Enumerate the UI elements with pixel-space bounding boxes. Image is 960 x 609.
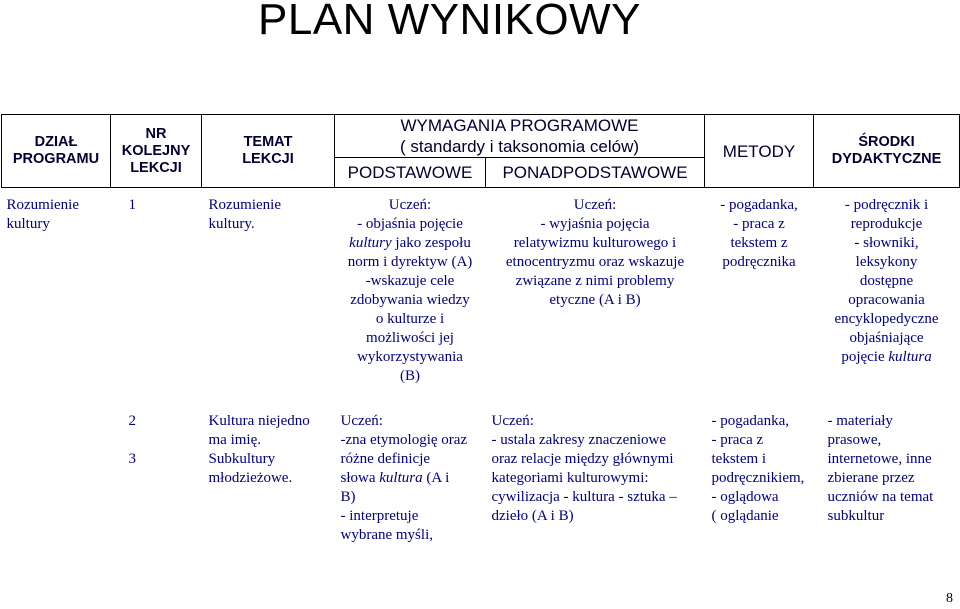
cell-srodki: - materiały prasowe, internetowe, inne zbierane przez uczniów na temat subkultur <box>827 413 934 524</box>
cell-srodki: - podręcznik i reprodukcje - słowniki, leksykony dostępne opracowania encyklopedyczne objaśniające pojęcie kultura <box>834 197 939 365</box>
cell-ponadpodstawowe: Uczeń: - wyjaśnia pojęcia relatywizmu kulturowego i etnocentryzmu oraz wskazuje związane z nimi problemy etyczne (A i B) <box>505 197 685 308</box>
cell-nr: 1 <box>128 197 136 213</box>
cell-dzial: Rozumienie kultury <box>6 197 79 232</box>
header-dzial: DZIAŁ PROGRAMU <box>2 115 111 188</box>
header-temat: TEMAT LEKCJI <box>202 115 335 188</box>
cell-temat: Kultura niejedno ma imię. Subkultury młodzieżowe. <box>208 413 310 486</box>
plan-table <box>1 114 960 562</box>
cell-temat: Rozumienie kultury. <box>208 197 281 232</box>
table-row <box>2 393 960 562</box>
header-wymagania: WYMAGANIA PROGRAMOWE ( standardy i taksonomia celów) <box>335 115 705 158</box>
header-podstawowe: PODSTAWOWE <box>335 158 486 188</box>
table-row <box>2 188 960 394</box>
header-nr: NR KOLEJNY LEKCJI <box>111 115 202 188</box>
cell-metody: - pogadanka, - praca z tekstem i podręcznikiem, - oglądowa ( oglądanie <box>711 413 805 524</box>
header-srodki: ŚRODKI DYDAKTYCZNE <box>814 115 960 188</box>
page-number: 8 <box>946 591 953 606</box>
cell-dzial <box>2 393 111 562</box>
page-title: PLAN WYNIKOWY <box>258 0 641 44</box>
cell-ponadpodstawowe: Uczeń: - ustala zakresy znaczeniowe oraz relacje między głównymi kategoriami kulturowymi: cywilizacja - kultura - sztuka – dzieło (A i B) <box>491 413 677 524</box>
cell-metody: - pogadanka, - praca z tekstem z podręcznika <box>720 197 798 270</box>
cell-podstawowe: Uczeń: - objaśnia pojęcie kultury jako zespołu norm i dyrektyw (A) -wskazuje cele zdobywania wiedzy o kulturze i możliwości jej wykorzystywania (B) <box>347 197 473 384</box>
cell-podstawowe: Uczeń: -zna etymologię oraz różne definicje słowa kultura (A i B) - interpretuje wybrane myśli, <box>340 413 468 543</box>
header-metody: METODY <box>705 115 814 188</box>
header-ponadpodstawowe: PONADPODSTAWOWE <box>486 158 705 188</box>
cell-nr: 2 3 <box>128 413 136 467</box>
